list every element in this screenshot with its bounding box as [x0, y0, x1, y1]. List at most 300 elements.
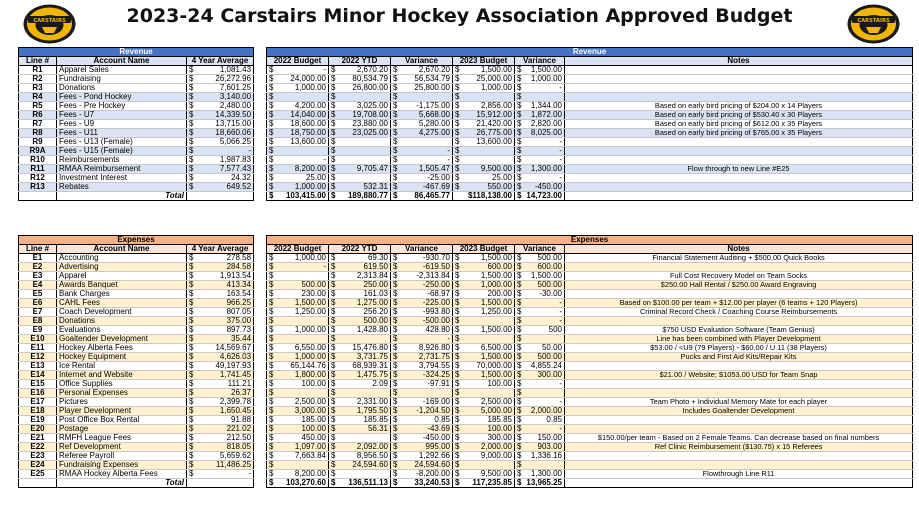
budget-2023: $ 2,500.00 — [453, 397, 515, 406]
budget-2023 — [453, 155, 515, 164]
budget-2023 — [453, 389, 515, 398]
four-year-average: $ 14,569.67 — [187, 344, 254, 353]
total-2023-budget: $118,138.00 — [453, 191, 515, 200]
ytd-2022: $ 2,331.00 — [329, 397, 391, 406]
variance-2023: $ 1,336.16 — [515, 451, 565, 460]
budget-2022: $ 3,000.00 — [267, 406, 329, 415]
four-year-average: $ 91.88 — [187, 416, 254, 425]
account-name: Ice Rental — [57, 362, 187, 371]
line-number: R10 — [19, 156, 57, 165]
four-year-average: $ 26.37 — [187, 389, 254, 398]
account-name: Player Development — [57, 407, 187, 416]
account-name: Apparel Sales — [57, 66, 187, 75]
table-row — [19, 263, 254, 272]
total-2022-ytd: $ 189,880.77 — [329, 191, 391, 200]
ytd-2022: $ 56.31 — [329, 424, 391, 433]
account-name: Fees - U15 (Female) — [57, 147, 187, 156]
svg-text:CARSTAIRS: CARSTAIRS — [857, 17, 890, 24]
total-2022-ytd: $ 136,511.13 — [329, 478, 391, 487]
ytd-2022: $ 1,795.50 — [329, 406, 391, 415]
variance-2023: $ 2,000.00 — [515, 406, 565, 415]
variance: $ 0.85 — [391, 415, 453, 424]
variance-2023: $ - — [515, 299, 565, 308]
budget-2022: $ 1,000.00 — [267, 84, 329, 93]
budget-2023: $ 100.00 — [453, 424, 515, 433]
account-name: Reimbursements — [57, 156, 187, 165]
table-row — [19, 344, 254, 353]
account-name: Donations — [57, 317, 187, 326]
budget-2022: $ 8,200.00 — [267, 164, 329, 173]
account-name: Hockey Alberta Fees — [57, 344, 187, 353]
variance-2023: $ 4,855.24 — [515, 362, 565, 371]
line-number: E4 — [19, 281, 57, 290]
variance-2023: $ - — [515, 308, 565, 317]
variance-2023: $ 1,300.00 — [515, 469, 565, 478]
table-row — [19, 353, 254, 362]
four-year-average: $ 14,339.50 — [187, 111, 254, 120]
variance — [391, 93, 453, 102]
account-name: Apparel — [57, 272, 187, 281]
header-2022-ytd: 2022 YTD — [329, 245, 391, 254]
variance: $ -169.00 — [391, 397, 453, 406]
notes: $250.00 Hall Rental / $250.00 Award Engraving — [565, 281, 913, 290]
budget-2023: $ 1,250.00 — [453, 308, 515, 317]
total-row — [267, 191, 913, 200]
total-2022-budget: $ 103,415.00 — [267, 191, 329, 200]
budget-2023: $ 21,420.00 — [453, 119, 515, 128]
four-year-average: $ 1,081.43 — [187, 66, 254, 75]
line-number: R6 — [19, 111, 57, 120]
header-2023-budget: 2023 Budget — [453, 245, 515, 254]
budget-2023 — [453, 460, 515, 469]
table-row — [19, 138, 254, 147]
table-row — [19, 75, 254, 84]
budget-2022 — [267, 146, 329, 155]
header-variance-2: Variance — [515, 57, 565, 66]
table-row — [267, 137, 913, 146]
table-row — [19, 84, 254, 93]
table-row — [19, 272, 254, 281]
four-year-average: $ 4,626.03 — [187, 353, 254, 362]
four-year-average: $ 1,987.83 — [187, 156, 254, 165]
variance-2023: $ 300.00 — [515, 371, 565, 380]
line-number: E20 — [19, 425, 57, 434]
budget-2022: $ 450.00 — [267, 433, 329, 442]
header-variance-2: Variance — [515, 245, 565, 254]
budget-2023: $ 1,500.00 — [453, 353, 515, 362]
table-row — [19, 443, 254, 452]
blank — [19, 192, 57, 201]
notes: Based on early bird pricing of $612.00 x 35 Players — [565, 119, 913, 128]
variance: $ 4,275.00 — [391, 128, 453, 137]
ytd-2022: $ 3,731.75 — [329, 353, 391, 362]
line-number: E12 — [19, 353, 57, 362]
notes: Based on early bird pricing of $530.40 x 30 Players — [565, 110, 913, 119]
table-row — [267, 119, 913, 128]
table-row — [19, 93, 254, 102]
notes — [565, 66, 913, 75]
account-name: Postage — [57, 425, 187, 434]
notes: Line has been combined with Player Development — [565, 335, 913, 344]
account-name: CAHL Fees — [57, 299, 187, 308]
table-row — [267, 380, 913, 389]
budget-2023: $ 1,500.00 — [453, 254, 515, 263]
variance-2023: $ - — [515, 317, 565, 326]
variance: $ 5,280.00 — [391, 119, 453, 128]
line-number: E1 — [19, 254, 57, 263]
budget-2023: $ 70,000.00 — [453, 362, 515, 371]
header-4yr-average: 4 Year Average — [187, 57, 254, 66]
variance: $ -500.00 — [391, 317, 453, 326]
ytd-2022: $ 19,708.00 — [329, 110, 391, 119]
variance-2023: $ 1,872.00 — [515, 110, 565, 119]
variance-2023: $ 500 — [515, 326, 565, 335]
header-2022-ytd: 2022 YTD — [329, 57, 391, 66]
total-variance-2023: $ 14,723.00 — [515, 191, 565, 200]
account-name: Fees - U7 — [57, 111, 187, 120]
header-line: Line # — [19, 57, 57, 66]
account-name: Accounting — [57, 254, 187, 263]
account-name: Post Office Box Rental — [57, 416, 187, 425]
table-row — [19, 120, 254, 129]
section-label: Revenue — [267, 48, 913, 57]
variance-2023: $ 1,344.00 — [515, 101, 565, 110]
table-row — [267, 164, 913, 173]
blank — [565, 191, 913, 200]
account-name: Awards Banquet — [57, 281, 187, 290]
ytd-2022 — [329, 137, 391, 146]
table-row — [19, 398, 254, 407]
ytd-2022 — [329, 155, 391, 164]
header-2023-budget: 2023 Budget — [453, 57, 515, 66]
budget-2022: $ 185.00 — [267, 415, 329, 424]
account-name: Personal Expenses — [57, 389, 187, 398]
ytd-2022: $ 161.03 — [329, 290, 391, 299]
revenue-section-header — [267, 48, 913, 57]
variance: $ -619.50 — [391, 263, 453, 272]
four-year-average: $ 7,577.43 — [187, 165, 254, 174]
table-row — [267, 344, 913, 353]
notes: Pucks and First Aid Kits/Repair Kits — [565, 353, 913, 362]
budget-2022: $ 100.00 — [267, 424, 329, 433]
line-number: E22 — [19, 443, 57, 452]
ytd-2022 — [329, 389, 391, 398]
table-row — [19, 371, 254, 380]
ytd-2022: $ 1,475.75 — [329, 371, 391, 380]
variance: $ 56,534.79 — [391, 75, 453, 84]
ytd-2022: $ 1,275.00 — [329, 299, 391, 308]
total-row — [19, 192, 254, 201]
four-year-average: $ 807.05 — [187, 308, 254, 317]
variance-2023: $ 903.00 — [515, 442, 565, 451]
table-row — [19, 452, 254, 461]
variance: $ -250.00 — [391, 281, 453, 290]
table-row — [267, 173, 913, 182]
expense-budget-table — [266, 235, 913, 488]
line-number: R8 — [19, 129, 57, 138]
expenses-section-header — [267, 236, 913, 245]
revenue-accounts-table — [18, 47, 254, 201]
ytd-2022: $ 2,313.84 — [329, 272, 391, 281]
four-year-average: $ 5,659.62 — [187, 452, 254, 461]
table-row — [267, 93, 913, 102]
header-notes: Notes — [565, 245, 913, 254]
line-number: E8 — [19, 317, 57, 326]
four-year-average: $ 1,741.45 — [187, 371, 254, 380]
line-number: E2 — [19, 263, 57, 272]
total-variance: $ 33,240.53 — [391, 478, 453, 487]
variance: $ - — [391, 146, 453, 155]
variance-2023 — [515, 389, 565, 398]
account-name: RMAA Reimbursement — [57, 165, 187, 174]
table-row — [19, 129, 254, 138]
table-row — [267, 299, 913, 308]
line-number: R2 — [19, 75, 57, 84]
line-number: E9 — [19, 326, 57, 335]
four-year-average: $ 2,480.00 — [187, 102, 254, 111]
notes — [565, 380, 913, 389]
budget-2022: $ 1,097.00 — [267, 442, 329, 451]
budget-2022: $ 100.00 — [267, 380, 329, 389]
page-title: 2023-24 Carstairs Minor Hockey Association Approved Budget — [126, 5, 793, 27]
notes — [565, 415, 913, 424]
table-row — [19, 434, 254, 443]
account-name: RMFH League Fees — [57, 434, 187, 443]
table-row — [267, 389, 913, 398]
notes — [565, 93, 913, 102]
variance: $ - — [391, 335, 453, 344]
line-number: E5 — [19, 290, 57, 299]
variance: $ -450.00 — [391, 433, 453, 442]
table-row — [267, 110, 913, 119]
budget-2022: $ 500.00 — [267, 281, 329, 290]
four-year-average: $ 11,486.25 — [187, 461, 254, 470]
account-name: Coach Development — [57, 308, 187, 317]
ytd-2022: $ 8,956.50 — [329, 451, 391, 460]
total-row — [19, 479, 254, 488]
account-name: Internet and Website — [57, 371, 187, 380]
four-year-average: $ 212.50 — [187, 434, 254, 443]
notes — [565, 75, 913, 84]
table-row — [19, 111, 254, 120]
line-number: E14 — [19, 371, 57, 380]
variance: $ -225.00 — [391, 299, 453, 308]
table-row — [267, 146, 913, 155]
account-name: Fees - U9 — [57, 120, 187, 129]
four-year-average: $ 49,197.93 — [187, 362, 254, 371]
variance-2023 — [515, 93, 565, 102]
variance: $ -467.69 — [391, 182, 453, 191]
variance — [391, 389, 453, 398]
budget-2023 — [453, 146, 515, 155]
variance-2023: $ - — [515, 424, 565, 433]
line-number: E21 — [19, 434, 57, 443]
column-headers — [19, 245, 254, 254]
variance-2023: $ - — [515, 173, 565, 182]
table-row — [267, 460, 913, 469]
table-row — [267, 415, 913, 424]
notes: Full Cost Recovery Model on Team Socks — [565, 272, 913, 281]
line-number: R1 — [19, 66, 57, 75]
column-headers — [267, 57, 913, 66]
account-name: Rebates — [57, 183, 187, 192]
budget-2022: $ 18,600.00 — [267, 119, 329, 128]
variance-2023 — [515, 460, 565, 469]
header-variance: Variance — [391, 57, 453, 66]
budget-2023: $ 9,000.00 — [453, 451, 515, 460]
table-row — [19, 389, 254, 398]
line-number: R5 — [19, 102, 57, 111]
account-name: Goaltender Development — [57, 335, 187, 344]
ytd-2022: $ 256.20 — [329, 308, 391, 317]
line-number: R9 — [19, 138, 57, 147]
four-year-average: $ 35.44 — [187, 335, 254, 344]
four-year-average: $ 1,650.45 — [187, 407, 254, 416]
variance: $ -324.25 — [391, 371, 453, 380]
table-row — [19, 308, 254, 317]
notes: Criminal Record Check / Coaching Course Reimbursements — [565, 308, 913, 317]
table-row — [267, 281, 913, 290]
table-row — [19, 470, 254, 479]
line-number: E13 — [19, 362, 57, 371]
budget-2023: $ 600.00 — [453, 263, 515, 272]
account-name: Fundraising Expenses — [57, 461, 187, 470]
expenses-section-header — [19, 236, 254, 245]
variance: $ 3,794.55 — [391, 362, 453, 371]
four-year-average: $ 649.52 — [187, 183, 254, 192]
four-year-average: $ 413.34 — [187, 281, 254, 290]
ytd-2022: $ 15,476.80 — [329, 344, 391, 353]
budget-2023: $ 2,000.00 — [453, 442, 515, 451]
table-row — [19, 147, 254, 156]
total-variance: $ 86,465.77 — [391, 191, 453, 200]
table-row — [19, 380, 254, 389]
table-row — [19, 156, 254, 165]
section-label: Expenses — [19, 236, 254, 245]
table-row — [267, 326, 913, 335]
budget-2023: $ 1,000.00 — [453, 84, 515, 93]
budget-2023: $ 1,500.00 — [453, 326, 515, 335]
variance: $ 5,668.00 — [391, 110, 453, 119]
blank — [19, 479, 57, 488]
ytd-2022: $ 2,670.20 — [329, 66, 391, 75]
total-2022-budget: $ 103,270.60 — [267, 478, 329, 487]
account-name: Office Supplies — [57, 380, 187, 389]
table-row — [19, 317, 254, 326]
account-name: Ref Development — [57, 443, 187, 452]
four-year-average: $ 5,066.25 — [187, 138, 254, 147]
line-number: E7 — [19, 308, 57, 317]
account-name: Fees - Pond Hockey — [57, 93, 187, 102]
table-row — [267, 75, 913, 84]
variance: $ 25,800.00 — [391, 84, 453, 93]
notes: Ref Clinic Reimbursement ($130.75) x 15 Referees — [565, 442, 913, 451]
line-number: R13 — [19, 183, 57, 192]
header-4yr-average: 4 Year Average — [187, 245, 254, 254]
notes — [565, 451, 913, 460]
notes: $750 USD Evaluation Software (Team Genius) — [565, 326, 913, 335]
header-2022-budget: 2022 Budget — [267, 245, 329, 254]
notes: $21.00 / Website; $1053.00 USD for Team Snap — [565, 371, 913, 380]
budget-2023: $ 200.00 — [453, 290, 515, 299]
budget-2023: $ 9,500.00 — [453, 469, 515, 478]
variance: $ 8,926.80 — [391, 344, 453, 353]
table-row — [19, 183, 254, 192]
table-row — [267, 84, 913, 93]
variance: $ -43.69 — [391, 424, 453, 433]
notes — [565, 362, 913, 371]
budget-2023: $ 25.00 — [453, 173, 515, 182]
ytd-2022: $ 2.09 — [329, 380, 391, 389]
notes — [565, 146, 913, 155]
total-label: Total — [57, 479, 187, 488]
notes — [565, 317, 913, 326]
table-row — [267, 290, 913, 299]
line-number: R11 — [19, 165, 57, 174]
four-year-average: $ 163.54 — [187, 290, 254, 299]
budget-2023: $ 25,000.00 — [453, 75, 515, 84]
column-headers — [267, 245, 913, 254]
four-year-average: $ 221.02 — [187, 425, 254, 434]
table-row — [19, 66, 254, 75]
four-year-average: $ 7,601.25 — [187, 84, 254, 93]
header-notes: Notes — [565, 57, 913, 66]
budget-2023: $ 185.85 — [453, 415, 515, 424]
variance-2023: $ 0.85 — [515, 415, 565, 424]
table-row — [267, 66, 913, 75]
notes: Based on $100.00 per team + $12.00 per player (6 teams + 120 Players) — [565, 299, 913, 308]
account-name: Fees - U11 — [57, 129, 187, 138]
variance-2023: $ 8,025.00 — [515, 128, 565, 137]
variance-2023: $ - — [515, 84, 565, 93]
line-number: R7 — [19, 120, 57, 129]
variance-2023 — [515, 335, 565, 344]
budget-2022: $ 4,200.00 — [267, 101, 329, 110]
table-row — [267, 335, 913, 344]
ytd-2022: $ 619.50 — [329, 263, 391, 272]
ytd-2022: $ 24,594.60 — [329, 460, 391, 469]
line-number: R3 — [19, 84, 57, 93]
budget-2023: $ 1,500.00 — [453, 272, 515, 281]
variance-2023: $ 1,000.00 — [515, 75, 565, 84]
variance: $ -25.00 — [391, 173, 453, 182]
total-2023-budget: $ 117,235.85 — [453, 478, 515, 487]
notes — [565, 155, 913, 164]
line-number: R9A — [19, 147, 57, 156]
variance-2023: $ 50.00 — [515, 344, 565, 353]
total-variance-2023: $ 13,965.25 — [515, 478, 565, 487]
budget-2022: $ 24,000.00 — [267, 75, 329, 84]
budget-2022: $ 1,000.00 — [267, 182, 329, 191]
budget-2022: $ 1,250.00 — [267, 308, 329, 317]
table-row — [19, 174, 254, 183]
ytd-2022: $ 532.31 — [329, 182, 391, 191]
budget-2022: $ 1,000.00 — [267, 326, 329, 335]
variance: $ 2,731.75 — [391, 353, 453, 362]
budget-2023: $ 13,600.00 — [453, 137, 515, 146]
four-year-average: $ 24.32 — [187, 174, 254, 183]
budget-2023: $ 300.00 — [453, 433, 515, 442]
ytd-2022: $ 68,939.31 — [329, 362, 391, 371]
four-year-average: $ 2,399.78 — [187, 398, 254, 407]
variance-2023: $ 500.00 — [515, 254, 565, 263]
ytd-2022: $ 3,025.00 — [329, 101, 391, 110]
variance-2023: $ - — [515, 146, 565, 155]
variance: $ 24,594.60 — [391, 460, 453, 469]
header-variance: Variance — [391, 245, 453, 254]
expense-accounts-table — [18, 235, 254, 488]
account-name: Fees - U13 (Female) — [57, 138, 187, 147]
